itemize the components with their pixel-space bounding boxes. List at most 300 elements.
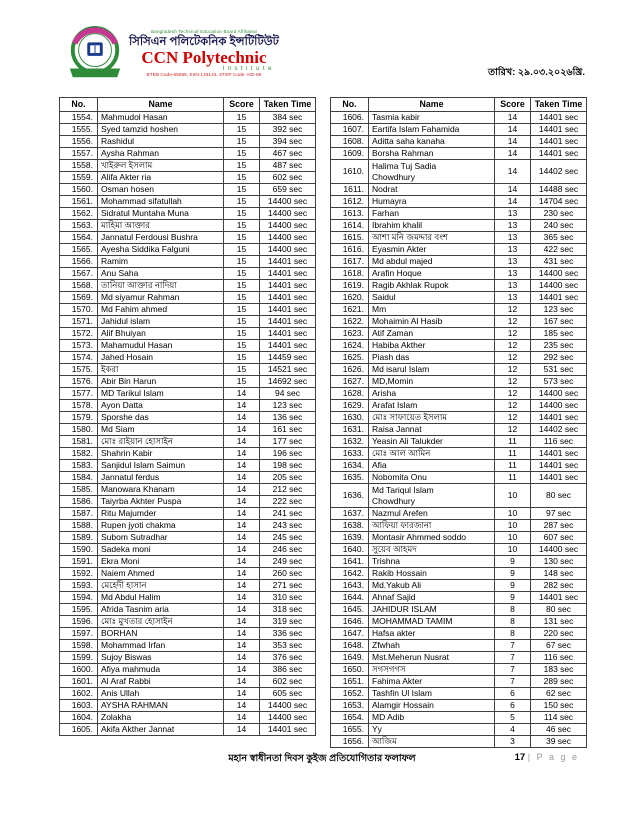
row-score: 15 [224,184,260,196]
row-score: 7 [495,676,531,688]
row-name: MD Tarikul Islam [98,388,224,400]
row-time: 14401 sec [260,292,316,304]
institute-subtitle: Institute [222,65,275,72]
row-score: 14 [224,724,260,736]
row-name: সুয়েব আহমদ [369,544,495,556]
letterhead-text [129,30,279,78]
table-row [60,700,316,712]
table-row [60,484,316,496]
row-time: 14401 sec [260,268,316,280]
table-row [331,484,587,508]
row-name: Arisha [369,388,495,400]
row-name: Anis Ullah [98,688,224,700]
row-name: Al Araf Rabbi [98,676,224,688]
table-row [331,184,587,196]
row-name: Md.Yakub Ali [369,580,495,592]
row-name: Afia [369,460,495,472]
row-no: 1653. [331,700,369,712]
row-time: 392 sec [260,124,316,136]
row-time: 602 sec [260,676,316,688]
table-row [331,232,587,244]
row-time: 14401 sec [531,412,587,424]
row-score: 9 [495,592,531,604]
row-score: 14 [224,556,260,568]
row-name: Zfwhah [369,640,495,652]
row-name: Md isarul Islam [369,364,495,376]
row-no: 1582. [60,448,98,460]
row-time: 243 sec [260,520,316,532]
row-time: 14400 sec [531,280,587,292]
row-score: 13 [495,280,531,292]
row-score: 15 [224,304,260,316]
row-time: 14401 sec [260,328,316,340]
row-time: 183 sec [531,664,587,676]
table-row [331,424,587,436]
row-name: Md Abdul Halim [98,592,224,604]
row-no: 1583. [60,460,98,472]
row-score: 15 [224,256,260,268]
row-no: 1567. [60,268,98,280]
row-score: 15 [224,328,260,340]
row-time: 116 sec [531,436,587,448]
row-score: 15 [224,112,260,124]
row-name: মোঃ সাফায়েত ইসলাম [369,412,495,424]
row-time: 39 sec [531,736,587,748]
row-name: Atif Zaman [369,328,495,340]
ribbon-banner [70,69,120,78]
row-no: 1649. [331,652,369,664]
row-name: Md Fahim ahmed [98,304,224,316]
row-score: 14 [224,412,260,424]
row-time: 422 sec [531,244,587,256]
row-score: 14 [495,136,531,148]
row-score: 11 [495,448,531,460]
row-time: 14401 sec [531,460,587,472]
row-time: 365 sec [531,232,587,244]
row-name: Sidratul Muntaha Muna [98,208,224,220]
row-no: 1556. [60,136,98,148]
results-table-right [330,97,587,748]
row-time: 67 sec [531,640,587,652]
row-name: Nazmul Arefen [369,508,495,520]
row-name: মোঃ রাইয়ান হোসাইন [98,436,224,448]
row-time: 123 sec [260,400,316,412]
row-score: 14 [495,160,531,184]
table-row [60,184,316,196]
row-name: Alifa Akter ria [98,172,224,184]
row-no: 1610. [331,160,369,184]
table-row [331,160,587,184]
row-no: 1588. [60,520,98,532]
row-name: Jahidul islam [98,316,224,328]
row-name: Abir Bin Harun [98,376,224,388]
row-name: Sanjidul Islam Saimun [98,460,224,472]
row-score: 12 [495,304,531,316]
row-score: 15 [224,268,260,280]
row-name: Rakib Hossain [369,568,495,580]
table-row [331,592,587,604]
row-name: Afiya mahmuda [98,664,224,676]
row-score: 15 [224,280,260,292]
row-no: 1617. [331,256,369,268]
table-row [331,676,587,688]
row-no: 1562. [60,208,98,220]
table-row [60,148,316,160]
table-row [60,268,316,280]
table-row [331,508,587,520]
table-row [60,604,316,616]
row-no: 1627. [331,376,369,388]
row-score: 14 [224,604,260,616]
row-score: 14 [224,592,260,604]
row-score: 11 [495,472,531,484]
row-time: 14401 sec [260,316,316,328]
row-score: 12 [495,388,531,400]
row-time: 292 sec [531,352,587,364]
row-no: 1656. [331,736,369,748]
row-name: Yeasin Ali Talukder [369,436,495,448]
table-row [60,472,316,484]
row-name: Jahed Hosain [98,352,224,364]
row-name: Rashidul [98,136,224,148]
row-time: 14400 sec [531,388,587,400]
row-score: 14 [495,112,531,124]
row-no: 1599. [60,652,98,664]
table-row [60,376,316,388]
row-name: Aysha Rahman [98,148,224,160]
row-no: 1565. [60,244,98,256]
table-row [331,388,587,400]
row-no: 1570. [60,304,98,316]
row-no: 1589. [60,532,98,544]
page-number [515,752,579,763]
row-time: 14401 sec [531,592,587,604]
table-row [331,724,587,736]
row-no: 1568. [60,280,98,292]
institute-name-english: CCN Polytechnic [141,47,267,67]
row-name: মেহেদী হাসান [98,580,224,592]
row-no: 1578. [60,400,98,412]
table-row [60,460,316,472]
page-number-label: | P a g e [527,752,579,762]
row-no: 1572. [60,328,98,340]
row-time: 260 sec [260,568,316,580]
row-no: 1591. [60,556,98,568]
row-name: আফিয়া ফারজানা [369,520,495,532]
row-name: MD,Momin [369,376,495,388]
row-score: 8 [495,604,531,616]
row-time: 14400 sec [260,208,316,220]
col-header-no: No. [60,98,98,112]
row-no: 1558. [60,160,98,172]
row-score: 6 [495,700,531,712]
row-time: 353 sec [260,640,316,652]
row-score: 5 [495,712,531,724]
col-header-taken-time: Taken Time [531,98,587,112]
row-time: 14521 sec [260,364,316,376]
col-header-name: Name [369,98,495,112]
table-row [60,628,316,640]
row-score: 14 [224,388,260,400]
table-row [331,688,587,700]
table-row [60,256,316,268]
row-name: Piash das [369,352,495,364]
table-row [60,688,316,700]
row-no: 1554. [60,112,98,124]
row-score: 14 [224,508,260,520]
table-row [60,208,316,220]
table-row [60,412,316,424]
row-score: 14 [224,424,260,436]
row-name: Halima Tuj Sadia Chowdhury [369,160,495,184]
row-name: Jannatul ferdus [98,472,224,484]
row-name: Md Siam [98,424,224,436]
table-row [331,544,587,556]
row-name: Mohaimin Al Hasib [369,316,495,328]
row-time: 14400 sec [260,220,316,232]
row-time: 46 sec [531,724,587,736]
row-no: 1623. [331,328,369,340]
row-no: 1561. [60,196,98,208]
row-time: 287 sec [531,520,587,532]
row-name: Borsha Rahman [369,148,495,160]
row-name: Ayon Datta [98,400,224,412]
row-score: 14 [224,616,260,628]
row-name: Ritu Majumder [98,508,224,520]
table-row [60,304,316,316]
table-row [331,304,587,316]
row-name: Eyasmin Akter [369,244,495,256]
table-row [60,592,316,604]
row-name: Ragib Akhlak Rupok [369,280,495,292]
row-name: Mahamudul Hasan [98,340,224,352]
row-score: 15 [224,292,260,304]
row-score: 14 [224,688,260,700]
table-row [60,532,316,544]
table-row [60,544,316,556]
row-name: Mm [369,304,495,316]
row-score: 15 [224,232,260,244]
row-no: 1645. [331,604,369,616]
row-time: 131 sec [531,616,587,628]
row-score: 14 [224,568,260,580]
row-no: 1618. [331,268,369,280]
table-row [60,364,316,376]
table-row [60,196,316,208]
row-no: 1603. [60,700,98,712]
row-no: 1596. [60,616,98,628]
table-row [331,448,587,460]
table-row [331,700,587,712]
row-no: 1626. [331,364,369,376]
row-no: 1633. [331,448,369,460]
row-time: 376 sec [260,652,316,664]
table-row [60,160,316,172]
institute-name-bangla: সিসিএন পলিটেকনিক ইন্সটিটিউট [129,35,279,48]
row-name: MD Adib [369,712,495,724]
table-row [60,724,316,736]
table-row [60,292,316,304]
table-row [60,556,316,568]
row-time: 185 sec [531,328,587,340]
row-time: 14402 sec [531,160,587,184]
table-row [60,616,316,628]
row-score: 15 [224,352,260,364]
table-row [60,568,316,580]
row-time: 319 sec [260,616,316,628]
row-time: 240 sec [531,220,587,232]
row-score: 14 [224,712,260,724]
row-time: 212 sec [260,484,316,496]
row-score: 14 [224,400,260,412]
row-no: 1593. [60,580,98,592]
table-row [60,172,316,184]
row-name: Trishna [369,556,495,568]
row-name: Syed tamzid hoshen [98,124,224,136]
table-row [60,136,316,148]
row-time: 222 sec [260,496,316,508]
table-row [331,664,587,676]
row-name: MOHAMMAD TAMIM [369,616,495,628]
row-time: 386 sec [260,664,316,676]
row-score: 14 [224,580,260,592]
row-score: 13 [495,220,531,232]
row-no: 1586. [60,496,98,508]
row-time: 94 sec [260,388,316,400]
row-time: 531 sec [531,364,587,376]
row-score: 14 [495,148,531,160]
row-no: 1642. [331,568,369,580]
row-no: 1606. [331,112,369,124]
row-name: আজিম [369,736,495,748]
row-no: 1560. [60,184,98,196]
row-name: Mst.Meherun Nusrat [369,652,495,664]
row-score: 15 [224,364,260,376]
table-row [331,340,587,352]
row-time: 241 sec [260,508,316,520]
row-name: Nodrat [369,184,495,196]
row-time: 14400 sec [260,196,316,208]
row-name: Fahima Akter [369,676,495,688]
row-time: 161 sec [260,424,316,436]
row-no: 1608. [331,136,369,148]
row-time: 136 sec [260,412,316,424]
row-name: Shahrin Kabir [98,448,224,460]
row-no: 1600. [60,664,98,676]
row-time: 271 sec [260,580,316,592]
table-row [60,508,316,520]
row-time: 198 sec [260,460,316,472]
row-name: তানিয়া আক্তার নাদিয়া [98,280,224,292]
row-score: 13 [495,256,531,268]
row-time: 310 sec [260,592,316,604]
row-score: 14 [224,700,260,712]
row-score: 14 [224,520,260,532]
col-header-score: Score [224,98,260,112]
row-no: 1592. [60,568,98,580]
row-time: 14400 sec [531,544,587,556]
row-name: Subom Sutradhar [98,532,224,544]
row-score: 14 [224,676,260,688]
table-row [331,148,587,160]
row-time: 14401 sec [531,136,587,148]
table-row [331,712,587,724]
row-time: 177 sec [260,436,316,448]
row-name: Mahmudol Hasan [98,112,224,124]
row-time: 14400 sec [531,268,587,280]
row-no: 1566. [60,256,98,268]
row-name: Farhan [369,208,495,220]
row-no: 1624. [331,340,369,352]
row-no: 1638. [331,520,369,532]
row-no: 1640. [331,544,369,556]
row-no: 1601. [60,676,98,688]
row-name: মোঃ আল আমিন [369,448,495,460]
row-time: 246 sec [260,544,316,556]
table-row [331,220,587,232]
row-time: 282 sec [531,580,587,592]
row-name: Osman hosen [98,184,224,196]
row-score: 7 [495,652,531,664]
row-no: 1644. [331,592,369,604]
row-name: Afrida Tasnim aria [98,604,224,616]
row-no: 1564. [60,232,98,244]
table-row [331,472,587,484]
row-time: 235 sec [531,340,587,352]
row-name: Ekra Moni [98,556,224,568]
table-row [331,640,587,652]
table-row [331,568,587,580]
row-name: AYSHA RAHMAN [98,700,224,712]
row-score: 14 [495,196,531,208]
table-row [331,124,587,136]
row-name: Anu Saha [98,268,224,280]
row-time: 14401 sec [531,472,587,484]
row-score: 15 [224,340,260,352]
row-name: Saidul [369,292,495,304]
row-name: Raisa Jannat [369,424,495,436]
row-no: 1576. [60,376,98,388]
row-no: 1580. [60,424,98,436]
row-score: 12 [495,376,531,388]
row-no: 1652. [331,688,369,700]
row-name: Md abdul majed [369,256,495,268]
row-name: খাইরুল ইসলাম [98,160,224,172]
row-no: 1620. [331,292,369,304]
row-no: 1616. [331,244,369,256]
row-score: 13 [495,232,531,244]
row-no: 1557. [60,148,98,160]
table-row [60,244,316,256]
row-time: 14401 sec [531,112,587,124]
row-no: 1614. [331,220,369,232]
row-time: 14459 sec [260,352,316,364]
row-time: 467 sec [260,148,316,160]
row-time: 14401 sec [531,448,587,460]
row-name: Mohammad sifatullah [98,196,224,208]
affiliation-line: Bangladesh Technical Education Board Affiliated [151,29,257,35]
row-no: 1651. [331,676,369,688]
row-score: 15 [224,136,260,148]
row-score: 11 [495,460,531,472]
row-score: 15 [224,220,260,232]
row-score: 12 [495,316,531,328]
row-no: 1609. [331,148,369,160]
row-no: 1615. [331,232,369,244]
col-header-taken-time: Taken Time [260,98,316,112]
row-name: Sadeka moni [98,544,224,556]
row-score: 7 [495,664,531,676]
